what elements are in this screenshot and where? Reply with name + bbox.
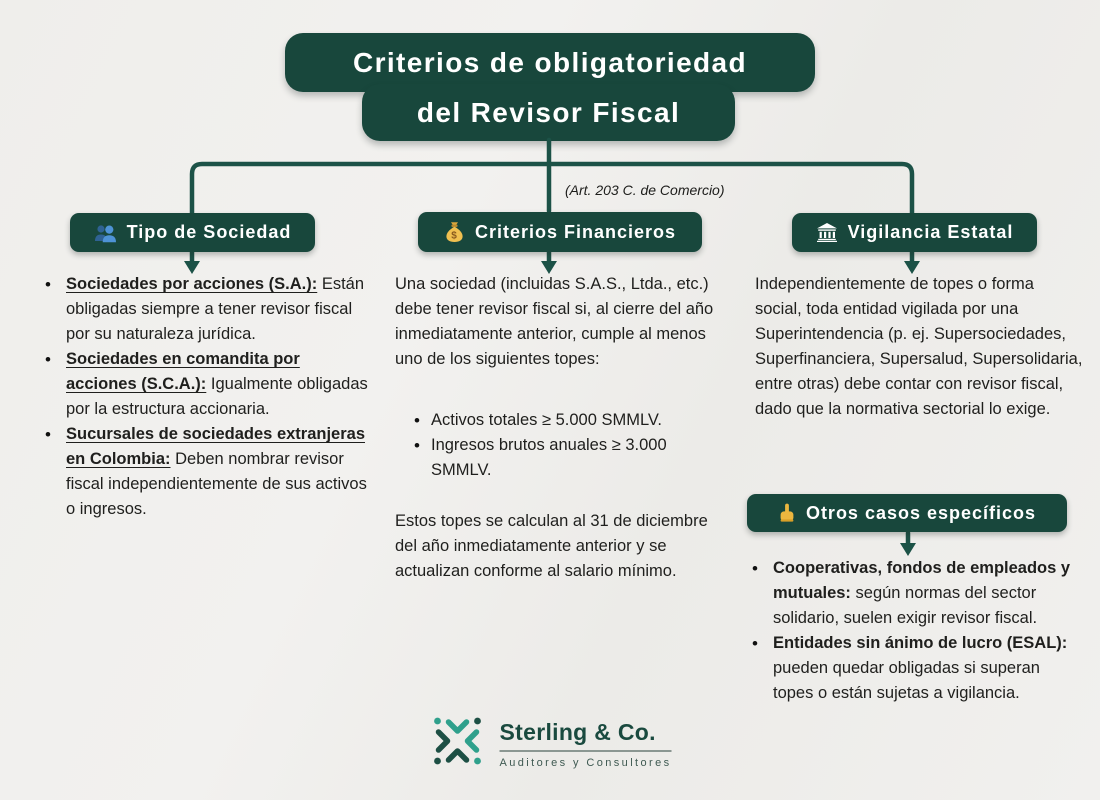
financieros-outro: Estos topes se calculan al 31 de diciembre del año inmediatamente anterior y se actualizan conforme al salario mínimo.	[395, 512, 708, 580]
tipo-de-sociedad-content	[40, 272, 373, 522]
item-text: Igualmente obligadas por la estructura accionaria.	[66, 375, 368, 418]
vigilancia-intro: Independientemente de topes o forma social, toda entidad vigilada por una Superintendencia (p. ej. Supersociedades, Superfinanciera, Supersalud, Supersolidaria, entre otras) debe contar con revisor fiscal, dado que la normativa sectorial lo exige.	[755, 275, 1083, 418]
svg-text:$: $	[451, 230, 458, 242]
header-vigilancia-label: Vigilancia Estatal	[847, 222, 1014, 242]
pointing-finger-icon	[778, 503, 796, 524]
logo-company-name: Sterling & Co.	[499, 718, 656, 745]
item-lead: Sociedades por acciones (S.A.):	[66, 275, 318, 293]
other-cases-arrowhead-icon	[900, 543, 916, 556]
item-text: según normas del sector solidario, suelen exigir revisor fiscal.	[773, 584, 1038, 627]
bank-icon	[816, 223, 838, 242]
item-lead: Sucursales de sociedades extranjeras en Colombia:	[66, 425, 365, 468]
branch-bracket-line	[192, 164, 912, 214]
logo-divider	[500, 750, 672, 752]
item-lead: Sociedades en comandita por acciones (S.C.A.):	[66, 350, 300, 393]
list-item	[747, 556, 1083, 631]
header-criterios-financieros	[418, 212, 702, 252]
title-line-1-text: Criterios de obligatoriedad	[352, 46, 748, 78]
criterios-financieros-content	[395, 272, 722, 584]
item-text: Están obligadas siempre a tener revisor fiscal por su naturaleza jurídica.	[66, 275, 365, 343]
legal-note: (Art. 203 C. de Comercio)	[565, 182, 725, 198]
header-tipo-de-sociedad	[70, 213, 315, 252]
list-item	[40, 347, 373, 422]
list-item	[40, 272, 373, 347]
list-item: • Activos totales ≥ 5.000 SMMLV.	[409, 408, 722, 433]
header-financieros-label: Criterios Financieros	[474, 221, 677, 242]
list-item: • Ingresos brutos anuales ≥ 3.000 SMMLV.	[409, 433, 722, 483]
header-otros-label: Otros casos específicos	[805, 502, 1037, 523]
header-otros-casos	[747, 494, 1067, 532]
company-logo	[429, 712, 672, 775]
list-item	[40, 422, 373, 522]
title-line-2-text: del Revisor Fiscal	[416, 96, 681, 128]
item-lead: Cooperativas, fondos de empleados y mutuales:	[773, 559, 1071, 602]
otros-casos-content	[747, 556, 1083, 706]
financieros-intro: Una sociedad (incluidas S.A.S., Ltda., etc.) debe tener revisor fiscal si, al cierre del año inmediatamente anterior, cumple al menos uno de los siguientes topes:	[395, 275, 714, 368]
title-line-2	[362, 84, 735, 141]
list-item	[747, 631, 1083, 706]
people-icon	[94, 223, 117, 243]
logo-tagline: Auditores y Consultores	[499, 756, 672, 769]
item-lead: Entidades sin ánimo de lucro (ESAL):	[773, 634, 1068, 652]
logo-mark-icon	[429, 712, 487, 775]
money-bag-icon	[444, 221, 465, 243]
header-vigilancia-estatal	[792, 213, 1037, 252]
item-text: Deben nombrar revisor fiscal independientemente de sus activos o ingresos.	[66, 450, 367, 518]
header-tipo-label: Tipo de Sociedad	[126, 222, 292, 242]
vigilancia-estatal-content	[755, 272, 1085, 422]
item-text: pueden quedar obligadas si superan topes o están sujetas a vigilancia.	[773, 659, 1040, 702]
